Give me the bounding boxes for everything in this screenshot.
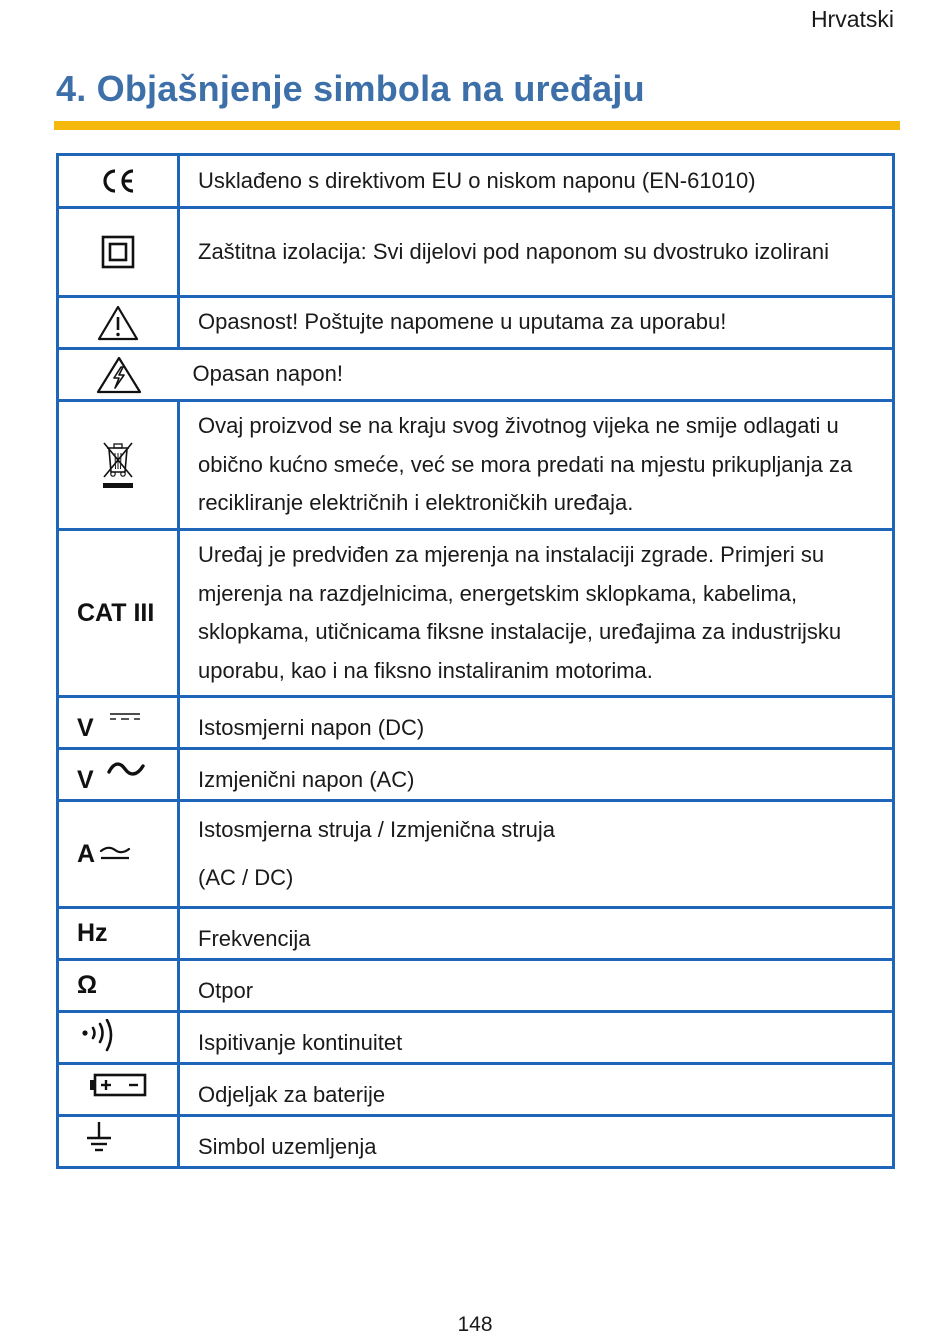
section-title: 4. Objašnjenje simbola na uređaju [56,68,645,109]
table-row [58,208,894,297]
description-cell: Usklađeno s direktivom EU o niskom naponu (EN-61010) [179,155,894,208]
ac-dc-symbol-icon [99,846,131,862]
table-row [58,801,894,908]
table-row [58,155,894,208]
dc-symbol-icon [109,712,141,722]
table-row [58,908,894,960]
symbol-cell [58,401,179,530]
description-cell: Ovaj proizvod se na kraju svog životnog vijeka ne smije odlagati u obično kućno smeće, već se mora predati na mjestu prikupljanja za recikliranje električnih i elektroničkih uređaja. [179,401,894,530]
symbol-cell [58,1116,179,1168]
table-row [58,1116,894,1168]
warning-triangle-icon [97,305,139,341]
description-cell: Simbol uzemljenja [179,1116,894,1168]
table-row [58,530,894,697]
ce-mark-icon [98,168,138,194]
symbol-cell [58,1012,179,1064]
description-cell: Otpor [179,960,894,1012]
table-row [58,297,894,349]
double-insulation-icon [101,235,135,269]
table-row [58,1064,894,1116]
description-cell: Odjeljak za baterije [179,1064,894,1116]
symbol-cell [58,530,179,697]
cat-iii-label: CAT III [77,598,155,627]
symbol-cell [58,801,179,908]
description-cell [179,801,894,908]
description-line: Istosmjerna struja / Izmjenična struja [198,817,556,842]
symbol-cell [58,208,179,297]
ground-symbol-icon [85,1121,113,1155]
ampere-label: A [77,839,96,868]
description-cell: Zaštitna izolacija: Svi dijelovi pod naponom su dvostruko izolirani [179,208,894,297]
high-voltage-triangle-icon [96,356,142,394]
symbol-cell [58,908,179,960]
volt-label: V [77,765,94,794]
language-label: Hrvatski [810,6,894,32]
crossed-bin-icon [100,439,136,491]
symbol-cell [58,697,179,749]
hertz-label: Hz [77,919,108,947]
description-cell: Opasan napon! [179,349,894,401]
description-cell: Uređaj je predviđen za mjerenja na instalaciji zgrade. Primjeri su mjerenja na razdjelnicima, energetskim sklopkama, kabelima, sklopkama, utičnicama fiksne instalacije, uređajima za industrijsku uporabu, kao i na fiksno instaliranim motorima. [179,530,894,697]
ohm-label: Ω [77,971,98,999]
battery-icon [89,1072,147,1098]
symbol-cell [58,960,179,1012]
symbol-cell [58,155,179,208]
heading-underline [54,121,900,130]
symbol-cell [58,349,179,401]
continuity-beep-icon [81,1019,121,1055]
description-cell: Istosmjerni napon (DC) [179,697,894,749]
description-cell: Ispitivanje kontinuitet [179,1012,894,1064]
table-row [58,697,894,749]
table-row [58,749,894,801]
page-number: 148 [457,1313,493,1336]
symbol-cell [58,749,179,801]
description-cell: Opasnost! Poštujte napomene u uputama za uporabu! [179,297,894,349]
description-line: (AC / DC) [198,865,294,890]
symbol-cell [58,1064,179,1116]
description-cell: Izmjenični napon (AC) [179,749,894,801]
ac-wave-icon [107,760,145,778]
table-row [58,349,894,401]
table-row [58,1012,894,1064]
description-cell: Frekvencija [179,908,894,960]
table-row [58,960,894,1012]
table-row [58,401,894,530]
symbol-table [56,153,895,1169]
volt-label: V [77,713,94,742]
symbol-cell [58,297,179,349]
